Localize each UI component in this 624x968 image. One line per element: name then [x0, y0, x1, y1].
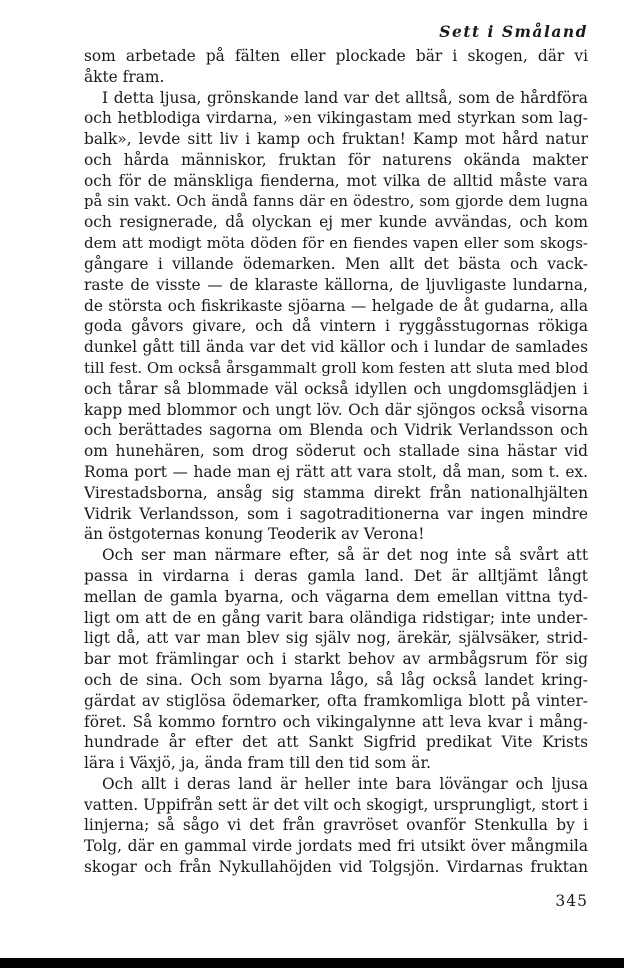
text-line: och berättades sagorna om Blenda och Vidrik Verlandsson och — [84, 421, 588, 440]
text-line: på sin vakt. Och ändå fanns där en ödestro, som gjorde dem lugna — [84, 192, 588, 210]
text-line: till fest. Om också årsgammalt groll kom festen att sluta med blod — [84, 358, 588, 377]
text-line: ligt då, att var man blev sig själv nog, ärekär, självsäker, strid- — [84, 629, 588, 648]
scan-edge — [0, 958, 624, 968]
text-line: Tolg, där en gammal virde jordats med fri utsikt över mångmila — [84, 837, 588, 856]
text-line: dunkel gått till ända var det vid källor och i lundar de samlades — [84, 338, 588, 357]
text-line: och hårda människor, fruktan för naturens okända makter — [84, 150, 588, 169]
text-line: raste de visste — de klaraste källorna, de ljuvligaste lundarna, — [84, 275, 588, 294]
text-line: de största och fiskrikaste sjöarna — helgade de åt gudarna, alla — [84, 296, 588, 315]
text-line: som arbetade på fälten eller plockade bär i skogen, där vi — [84, 47, 588, 65]
text-line: dem att modigt möta döden för en fiendes vapen eller som skogs- — [84, 234, 588, 253]
text-line: linjerna; så sågo vi det från gravröset ovanför Stenkulla by i — [84, 816, 588, 835]
text-line: ligt om att de en gång varit bara oländiga ridstigar; inte under- — [84, 608, 588, 627]
text-line: Vidrik Verlandsson, som i sagotraditionerna var ingen mindre — [84, 504, 588, 523]
text-line: goda gåvors givare, och då vintern i ryggåsstugornas rökiga — [84, 317, 588, 336]
text-line: och resignerade, då olyckan ej mer kunde avvändas, och kom — [84, 213, 588, 232]
book-page — [84, 18, 588, 910]
running-head: Sett i Småland — [439, 22, 588, 41]
text-line: Och ser man närmare efter, så är det nog inte så svårt att — [102, 546, 588, 565]
text-line: och de sina. Och som byarna lågo, så låg också landet kring- — [84, 670, 588, 689]
text-line: gångare i villande ödemarken. Men allt det bästa och vack- — [84, 254, 588, 273]
text-line: balk», levde sitt liv i kamp och fruktan! Kamp mot hård natur — [84, 130, 588, 149]
text-line: än östgoternas konung Teoderik av Verona! — [84, 525, 425, 544]
body-text — [84, 46, 588, 878]
text-line: skogar och från Nykullahöjden vid Tolgsjön. Virdarnas fruktan — [84, 858, 588, 877]
text-line: föret. Så kommo forntro och vikingalynne att leva kvar i mång- — [84, 712, 588, 731]
text-line: bar mot främlingar och i starkt behov av armbågsrum för sig — [84, 650, 588, 669]
text-line: och tårar så blommade väl också idyllen och ungdomsglädjen i — [84, 379, 588, 398]
text-line: I detta ljusa, grönskande land var det alltså, som de hårdföra — [102, 88, 588, 107]
text-line: åkte fram. — [84, 67, 165, 86]
text-line: hundrade år efter det att Sankt Sigfrid predikat Vite Krists — [84, 733, 588, 752]
text-line: och hetblodiga virdarna, »en vikingastam med styrkan som lag- — [84, 109, 588, 128]
text-line: kapp med blommor och ungt löv. Och där sjöngos också visorna — [84, 400, 588, 419]
text-line: lära i Växjö, ja, ända fram till den tid som är. — [84, 754, 432, 773]
text-line: och för de mänskliga fienderna, mot vilka de alltid måste vara — [84, 171, 588, 190]
text-line: om hunehären, som drog söderut och stallade sina hästar vid — [84, 442, 588, 461]
text-line: mellan de gamla byarna, och vägarna dem emellan vittna tyd- — [84, 587, 588, 606]
page-number: 345 — [555, 892, 588, 910]
text-line: vatten. Uppifrån sett är det vilt och skogigt, ursprungligt, stort i — [84, 795, 588, 814]
text-line: Roma port — hade man ej rätt att vara stolt, då man, som t. ex. — [84, 462, 588, 481]
text-line: gärdat av stiglösa ödemarker, ofta framkomliga blott på vinter- — [84, 691, 588, 710]
text-line: Virestadsborna, ansåg sig stamma direkt från nationalhjälten — [84, 483, 588, 502]
text-line: passa in virdarna i deras gamla land. Det är alltjämt långt — [84, 566, 588, 585]
text-line: Och allt i deras land är heller inte bara lövängar och ljusa — [102, 774, 588, 793]
